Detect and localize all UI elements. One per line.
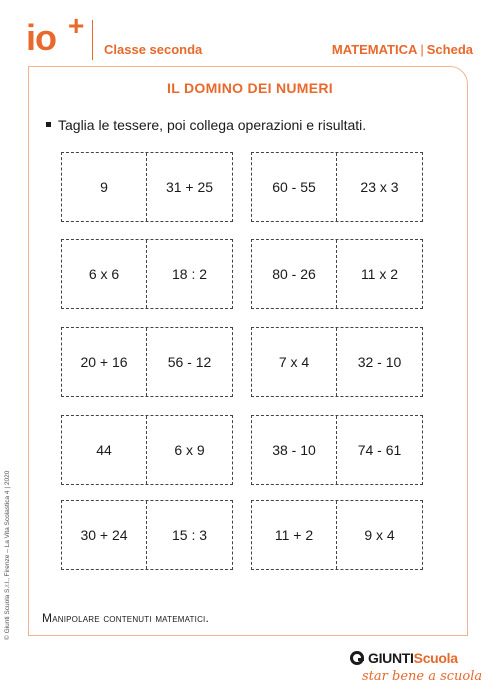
io-plus-logo — [26, 10, 92, 58]
domino-tile — [61, 239, 233, 309]
tile-right-value: 11 x 2 — [360, 266, 399, 282]
tile-left-value: 60 - 55 — [252, 153, 337, 221]
tile-left-value: 38 - 10 — [252, 416, 337, 484]
domino-tile — [251, 152, 423, 222]
copyright-notice: © Giunti Scuola S.r.l., Firenze – La Vita Scolastica 4 | 2020 — [4, 470, 11, 640]
tile-right-value: 18 : 2 — [171, 266, 208, 282]
tile-right-value: 56 - 12 — [167, 354, 212, 370]
subject-label — [332, 42, 473, 57]
tile-right-value: 23 x 3 — [360, 179, 399, 195]
tile-left-value: 7 x 4 — [252, 328, 337, 396]
grade-label: Classe seconda — [104, 42, 203, 57]
page-title: IL DOMINO DEI NUMERI — [167, 80, 333, 96]
tile-left-value: 80 - 26 — [252, 240, 337, 308]
subject-name: MATEMATICA — [331, 42, 418, 57]
domino-tile — [61, 500, 233, 570]
tile-left-value: 44 — [62, 416, 147, 484]
giunti-g-logo-icon — [350, 651, 364, 665]
brand-name — [368, 650, 458, 666]
plus-icon: + — [68, 10, 85, 41]
tile-right-value: 74 - 61 — [357, 442, 402, 458]
tile-right-value: 6 x 9 — [174, 442, 205, 458]
domino-tile — [61, 415, 233, 485]
domino-tile — [251, 239, 423, 309]
tile-left-value: 6 x 6 — [62, 240, 147, 308]
logo-text: io — [26, 17, 56, 58]
instruction-text: Taglia le tessere, poi collega operazioni e risultati. — [58, 117, 367, 133]
page-header — [0, 0, 500, 64]
tile-left-value: 11 + 2 — [252, 501, 337, 569]
tile-right-value: 15 : 3 — [171, 527, 208, 543]
tile-left-value: 20 + 16 — [62, 328, 147, 396]
tile-right-value: 9 x 4 — [364, 527, 395, 543]
domino-tile — [61, 152, 233, 222]
brand-tagline: star bene a scuola — [362, 669, 483, 684]
domino-tile — [251, 327, 423, 397]
square-bullet-icon — [46, 122, 51, 127]
instruction — [46, 117, 366, 133]
brand-name-main: GIUNTI — [368, 650, 414, 666]
tile-left-value: 9 — [62, 153, 147, 221]
domino-tile — [251, 415, 423, 485]
sheet-kind: Scheda — [426, 42, 473, 57]
header-divider — [92, 20, 93, 60]
learning-objective: Manipolare contenuti matematici. — [42, 611, 209, 625]
tile-left-value: 30 + 24 — [62, 501, 147, 569]
tile-right-value: 31 + 25 — [165, 179, 214, 195]
domino-tile — [251, 500, 423, 570]
brand-name-accent: Scuola — [413, 650, 458, 666]
domino-tile — [61, 327, 233, 397]
giunti-scuola-brand — [322, 650, 483, 693]
subject-separator: | — [420, 42, 424, 57]
tile-right-value: 32 - 10 — [357, 354, 402, 370]
